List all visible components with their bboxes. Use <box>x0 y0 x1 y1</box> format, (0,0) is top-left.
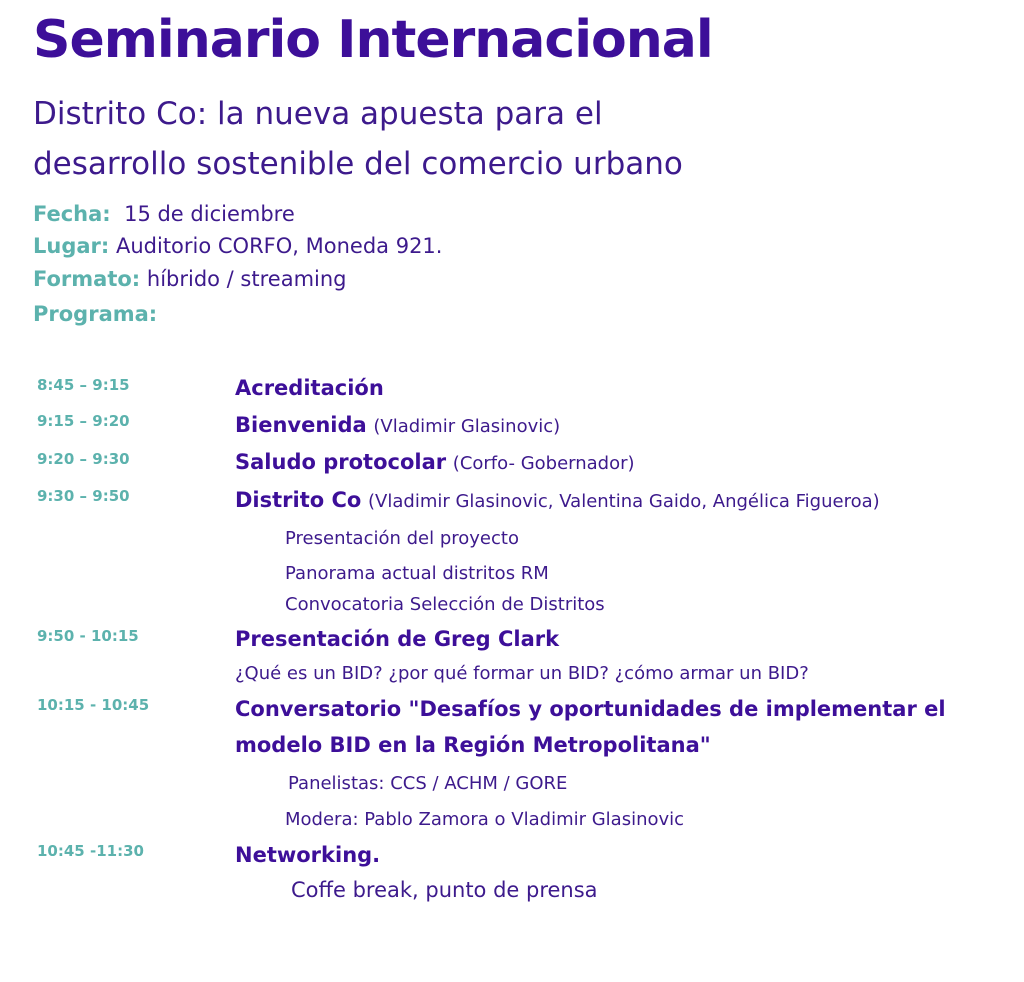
program-subitem: Convocatoria Selección de Distritos <box>285 594 605 615</box>
info-lugar <box>33 234 442 258</box>
info-programa <box>33 302 157 326</box>
program-title: Bienvenida <box>235 413 367 437</box>
fecha-label: Fecha: <box>33 202 111 226</box>
programa-label: Programa: <box>33 302 158 326</box>
program-item <box>235 450 635 474</box>
program-title-line-1: Conversatorio "Desafíos y oportunidades de implementar el <box>235 697 946 721</box>
program-subitem: Modera: Pablo Zamora o Vladimir Glasinovic <box>285 809 685 830</box>
program-item <box>235 376 384 400</box>
program-detail: (Corfo- Gobernador) <box>452 453 635 474</box>
program-subitem: Panorama actual distritos RM <box>285 563 549 584</box>
program-time: 9:20 – 9:30 <box>37 450 130 468</box>
program-time: 9:15 – 9:20 <box>37 412 130 430</box>
program-title: Networking. <box>235 843 381 867</box>
formato-value: híbrido / streaming <box>146 267 347 291</box>
program-item <box>235 697 946 721</box>
program-time: 10:15 - 10:45 <box>37 696 150 714</box>
subtitle-line-2: desarrollo sostenible del comercio urbano <box>33 146 683 182</box>
program-detail: (Vladimir Glasinovic, Valentina Gaido, Angélica Figueroa) <box>368 491 880 512</box>
program-title: Presentación de Greg Clark <box>235 627 560 651</box>
program-item <box>235 733 711 757</box>
program-subitem: Panelistas: CCS / ACHM / GORE <box>288 773 568 794</box>
program-time: 8:45 – 9:15 <box>37 376 130 394</box>
lugar-label: Lugar: <box>33 234 110 258</box>
program-subitem: Coffe break, punto de prensa <box>291 878 598 902</box>
program-title-line-2: modelo BID en la Región Metropolitana" <box>235 733 711 757</box>
info-fecha <box>33 202 295 226</box>
subtitle-line-1: Distrito Co: la nueva apuesta para el <box>33 96 603 132</box>
program-item <box>235 413 560 437</box>
page-title: Seminario Internacional <box>33 10 713 70</box>
fecha-value: 15 de diciembre <box>124 202 295 226</box>
program-subitem: Presentación del proyecto <box>285 528 519 549</box>
program-time: 10:45 -11:30 <box>37 842 144 860</box>
program-item <box>235 627 559 651</box>
program-subitem: ¿Qué es un BID? ¿por qué formar un BID? ¿cómo armar un BID? <box>235 663 809 684</box>
program-title: Acreditación <box>235 376 384 400</box>
info-formato <box>33 267 347 291</box>
program-title: Saludo protocolar <box>235 450 447 474</box>
lugar-value: Auditorio CORFO, Moneda 921. <box>115 234 443 258</box>
program-time: 9:30 – 9:50 <box>37 487 130 505</box>
program-time: 9:50 - 10:15 <box>37 627 139 645</box>
program-title: Distrito Co <box>235 488 362 512</box>
formato-label: Formato: <box>33 267 141 291</box>
program-detail: (Vladimir Glasinovic) <box>373 416 561 437</box>
program-item <box>235 488 880 512</box>
program-item <box>235 843 380 867</box>
